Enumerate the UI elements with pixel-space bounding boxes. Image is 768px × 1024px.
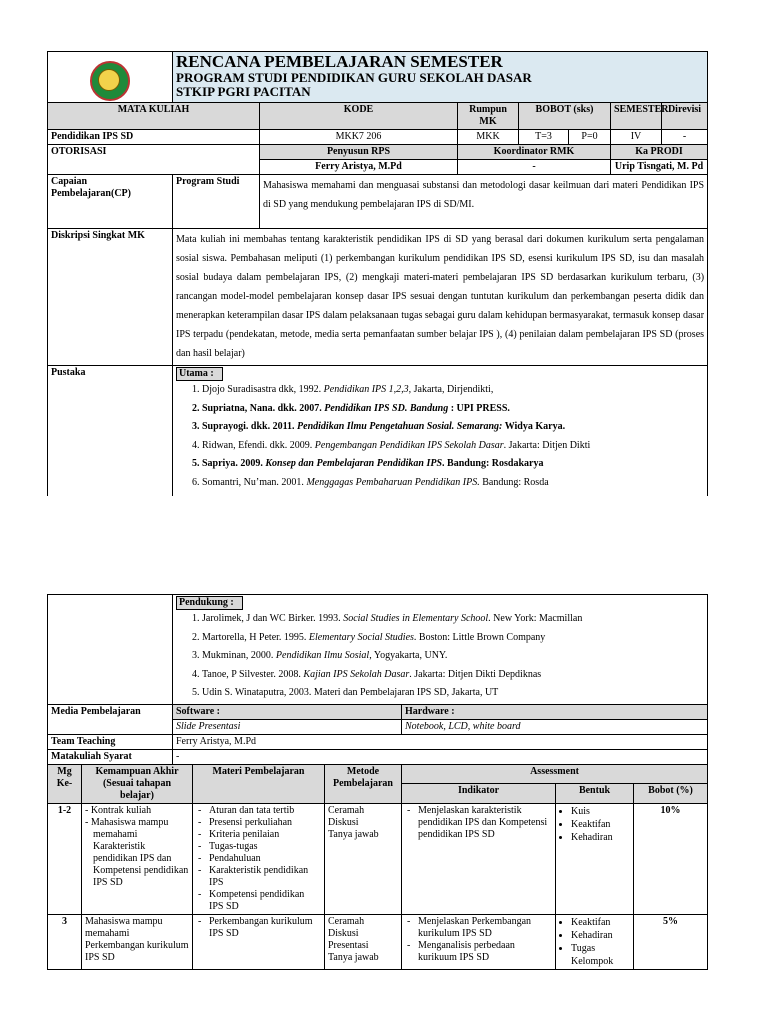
metode-item: Ceramah: [328, 804, 365, 816]
materi-item-list: [196, 916, 321, 940]
pendukung-ref-item: [202, 629, 704, 648]
utama-ref-author: Ridwan, Efendi. dkk. 2009.: [202, 439, 315, 451]
materi-item: - Presensi perkuliahan: [196, 817, 321, 829]
pendukung-ref-author: Mukminan, 2000.: [202, 650, 276, 662]
utama-ref-author: Djojo Suradisastra dkk, 1992.: [202, 384, 324, 395]
utama-ref-publisher: : UPI PRESS.: [448, 402, 510, 414]
bobot-value: 10%: [634, 803, 708, 914]
pendukung-ref-item: [202, 647, 704, 666]
th-kemampuan: Kemampuan Akhir (Sesuai tahapan belajar): [82, 764, 193, 803]
syarat-value: -: [173, 749, 708, 764]
bentuk-item-list: [559, 805, 630, 844]
utama-ref-title: Menggagas Pembaharuan Pendidikan IPS.: [306, 476, 480, 488]
utama-ref-item: [202, 418, 704, 437]
metode-item-cell: [325, 914, 402, 969]
utama-ref-title: Pendidikan IPS 1,2,3,: [323, 384, 412, 395]
hardware-value: Notebook, LCD, white board: [402, 719, 708, 734]
pendukung-ref-author: Udin S. Winataputra, 2003. Materi dan Pembelajaran IPS SD, Jakarta, UT: [202, 687, 499, 699]
metode-item: Diskusi: [328, 927, 359, 939]
institution-title: STKIP PGRI PACITAN: [176, 84, 311, 99]
pustaka-pendukung-cell: [173, 595, 708, 705]
th-materi: Materi Pembelajaran: [193, 764, 325, 803]
utama-ref-item: [202, 455, 704, 474]
utama-ref-author: Suprayogi. dkk. 2011.: [202, 421, 298, 433]
otorisasi-label: OTORISASI: [48, 145, 260, 175]
pendukung-ref-item: [202, 684, 704, 703]
team-value: Ferry Aristya, M.Pd: [173, 734, 708, 749]
bentuk-item: • Keaktifan: [571, 818, 630, 831]
media-label: Media Pembelajaran: [48, 704, 173, 734]
materi-item: - Aturan dan tata tertib: [196, 805, 321, 817]
utama-ref-publisher: Widya Karya.: [502, 421, 566, 433]
team-label: Team Teaching: [48, 734, 173, 749]
program-title: PROGRAM STUDI PENDIDIKAN GURU SEKOLAH DASAR: [176, 70, 532, 85]
plan-body: [48, 803, 708, 969]
utama-ref-item: [202, 400, 704, 419]
utama-ref-item: [202, 474, 704, 493]
utama-ref-item: [202, 437, 704, 456]
page-2: [0, 560, 768, 1024]
indikator-item-cell: [402, 914, 556, 969]
logo-cell: [48, 52, 173, 103]
syarat-label: Matakuliah Syarat: [48, 749, 173, 764]
cp-text: Mahasiswa memahami dan menguasai substansi dan metodologi dasar keilmuan dari materi Pendidikan IPS di SD yang mendukung pembelajaran IPS di SD/MI.: [260, 175, 708, 229]
pustaka-left-cell: [48, 595, 173, 705]
kemampuan-text-cell: [82, 803, 193, 914]
bentuk-item: • Keaktifan: [571, 916, 630, 929]
metode-item: Presentasi: [328, 939, 369, 951]
penyusun-label: Penyusun RPS: [260, 145, 458, 160]
penyusun-name: Ferry Aristya, M.Pd: [260, 160, 458, 175]
metode-item: Tanya jawab: [328, 828, 379, 840]
pendukung-ref-author: Tanoe, P Silvester. 2008.: [202, 668, 304, 680]
kemampuan-text: - Kontrak kuliah: [85, 804, 152, 816]
bentuk-item-cell: [556, 803, 634, 914]
th-metode: Metode Pembelajaran: [325, 764, 402, 803]
materi-item: - Perkembangan kurikulum IPS SD: [196, 916, 321, 940]
kaprodi-name: Urip Tisngati, M. Pd: [611, 160, 708, 175]
indikator-item-cell: [402, 803, 556, 914]
koordinator-name: -: [458, 160, 611, 175]
th-indikator: Indikator: [402, 784, 556, 804]
pendukung-ref-item: [202, 666, 704, 685]
utama-list: [176, 381, 704, 493]
bentuk-item: • Kehadiran: [571, 831, 630, 844]
th-mata-kuliah: MATA KULIAH: [48, 103, 260, 130]
deskripsi-label: Diskripsi Singkat MK: [48, 229, 173, 366]
pendukung-ref-title: Pendidikan Ilmu Sosial: [275, 650, 370, 662]
bentuk-item: • Kuis: [571, 805, 630, 818]
pendukung-ref-item: [202, 610, 704, 629]
th-direvisi: Direvisi: [662, 103, 708, 130]
pendukung-ref-title: Social Studies in Elementary School: [343, 613, 489, 624]
pustaka-utama-cell: [173, 366, 708, 496]
utama-ref-title: Pendidikan IPS SD. Bandung: [324, 402, 449, 414]
plan-row: [48, 803, 708, 914]
th-bobot: BOBOT (sks): [519, 103, 611, 130]
kemampuan-text-cell: [82, 914, 193, 969]
materi-item: - Kriteria penilaian: [196, 829, 321, 841]
pendukung-ref-title: Kajian IPS Sekolah Dasar: [303, 668, 410, 680]
bentuk-item-list: [559, 916, 630, 968]
pendukung-ref-publisher: . Jakarta: Ditjen Dikti Depdiknas: [409, 668, 542, 680]
pendukung-list: [176, 610, 704, 703]
utama-ref-author: Somantri, Nu’man. 2001.: [202, 476, 307, 488]
th-rumpun: Rumpun MK: [458, 103, 519, 130]
utama-ref-publisher: . Bandung: Rosdakarya: [442, 458, 544, 470]
th-kode: KODE: [260, 103, 458, 130]
deskripsi-text: Mata kuliah ini membahas tentang karakteristik pendidikan IPS di SD yang berasal dari dokumen kurikulum serta pengalaman sosial siswa. Pembahasan meliputi (1) perkembangan kurikulum pendidikan IPS SD, esensi kurikulum IPS SD, isu dan masalah sosial budaya dalam pembelajaran IPS, (2) mengkaji materi-materi pembelajaran IPS SD berdasarkan kurikulum terbaru, (3) rancangan model-model pembelajaran konsep dasar IPS sesuai dengan tuntutan kurikulum dan perkembangan peserta didik dan menerapkan keterampilan dasar IPS dalam pelaksanaan tugas sebagai guru dalam kehidupan bermasyarakat, termasuk konsep dasar IPS terpadu (pendekatan, metode, media serta pemanfaatan sumber belajar IPS ), (4) penilaian dalam pembelajaran IPS SD (proses dan hasil belajar): [173, 229, 708, 366]
week-number: 1-2: [48, 803, 82, 914]
title-cell: [173, 52, 708, 103]
pendukung-ref-title: Elementary Social Studies: [308, 631, 414, 643]
course-p: P=0: [569, 130, 611, 145]
hardware-label: Hardware :: [402, 704, 708, 719]
week-number: 3: [48, 914, 82, 969]
utama-ref-publisher: . Jakarta: Ditjen Dikti: [503, 439, 591, 451]
kemampuan-text: - Mahasiswa mampu memahami Karakteristik pendidikan IPS dan Kompetensi pendidikan IPS SD: [85, 816, 189, 888]
bentuk-item: • Tugas Kelompok: [571, 942, 630, 968]
course-semester: IV: [611, 130, 662, 145]
bentuk-item-cell: [556, 914, 634, 969]
metode-item: Tanya jawab: [328, 951, 379, 963]
utama-ref-title: Konsep dan Pembelajaran Pendidikan IPS: [265, 458, 443, 470]
materi-item-list: [196, 805, 321, 913]
pustaka-label: Pustaka: [48, 366, 173, 496]
materi-item: - Pendahuluan: [196, 853, 321, 865]
rps-detail-table: [47, 594, 708, 970]
plan-row: [48, 914, 708, 969]
utama-ref-title: Pengembangan Pendidikan IPS Sekolah Dasar: [314, 439, 504, 451]
metode-item: Diskusi: [328, 816, 359, 828]
rps-header-table: [47, 51, 708, 496]
bobot-value: 5%: [634, 914, 708, 969]
materi-item: - Karakteristik pendidikan IPS: [196, 865, 321, 889]
stkip-logo: [90, 61, 130, 101]
materi-item-cell: [193, 914, 325, 969]
materi-item-cell: [193, 803, 325, 914]
pendukung-ref-publisher: . New York: Macmillan: [488, 613, 583, 624]
utama-label: Utama :: [176, 367, 223, 381]
utama-ref-author: Sapriya. 2009.: [202, 458, 266, 470]
materi-item: - Kompetensi pendidikan IPS SD: [196, 889, 321, 913]
kemampuan-text: Mahasiswa mampu memahami Perkembangan kurikulum IPS SD: [85, 915, 189, 963]
th-semester: SEMESTER: [611, 103, 662, 130]
indikator-item: - Menjelaskan karakteristik pendidikan IPS dan Kompetensi pendidikan IPS SD: [405, 805, 552, 841]
indikator-item: - Menjelaskan Perkembangan kurikulum IPS SD: [405, 916, 552, 940]
metode-item-cell: [325, 803, 402, 914]
koordinator-label: Koordinator RMK: [458, 145, 611, 160]
th-mg: Mg Ke-: [48, 764, 82, 803]
course-rumpun: MKK: [458, 130, 519, 145]
cp-label: Capaian Pembelajaran(CP): [48, 175, 173, 229]
pendukung-ref-author: Martorella, H Peter. 1995.: [202, 631, 309, 643]
indikator-item-list: [405, 916, 552, 964]
course-t: T=3: [519, 130, 569, 145]
page-1: [0, 0, 768, 490]
utama-ref-title: Pendidikan Ilmu Pengetahuan Sosial. Semarang:: [297, 421, 503, 433]
pendukung-label: Pendukung :: [176, 596, 243, 610]
document-title: RENCANA PEMBELAJARAN SEMESTER: [176, 52, 503, 71]
software-label: Software :: [173, 704, 402, 719]
bentuk-item: • Kehadiran: [571, 929, 630, 942]
pendukung-ref-publisher: , Yogyakarta, UNY.: [369, 650, 448, 662]
kaprodi-label: Ka PRODI: [611, 145, 708, 160]
pendukung-ref-author: Jarolimek, J dan WC Birker. 1993.: [202, 613, 344, 624]
course-name: Pendidikan IPS SD: [48, 130, 260, 145]
pendukung-ref-publisher: . Boston: Little Brown Company: [413, 631, 546, 643]
metode-item: Ceramah: [328, 915, 365, 927]
cp-sublabel: Program Studi: [173, 175, 260, 229]
utama-ref-publisher: Bandung: Rosda: [479, 476, 549, 488]
utama-ref-author: Supriatna, Nana. dkk. 2007.: [202, 402, 325, 414]
materi-item: - Tugas-tugas: [196, 841, 321, 853]
th-assessment: Assessment: [402, 764, 708, 784]
software-value: Slide Presentasi: [173, 719, 402, 734]
indikator-item-list: [405, 805, 552, 841]
utama-ref-publisher: Jakarta, Dirjendikti,: [411, 384, 494, 395]
course-code: MKK7 206: [260, 130, 458, 145]
indikator-item: - Menganalisis perbedaan kurikuum IPS SD: [405, 940, 552, 964]
th-bobot-pct: Bobot (%): [634, 784, 708, 804]
th-bentuk: Bentuk: [556, 784, 634, 804]
course-direvisi: -: [662, 130, 708, 145]
utama-ref-item: [202, 381, 704, 400]
